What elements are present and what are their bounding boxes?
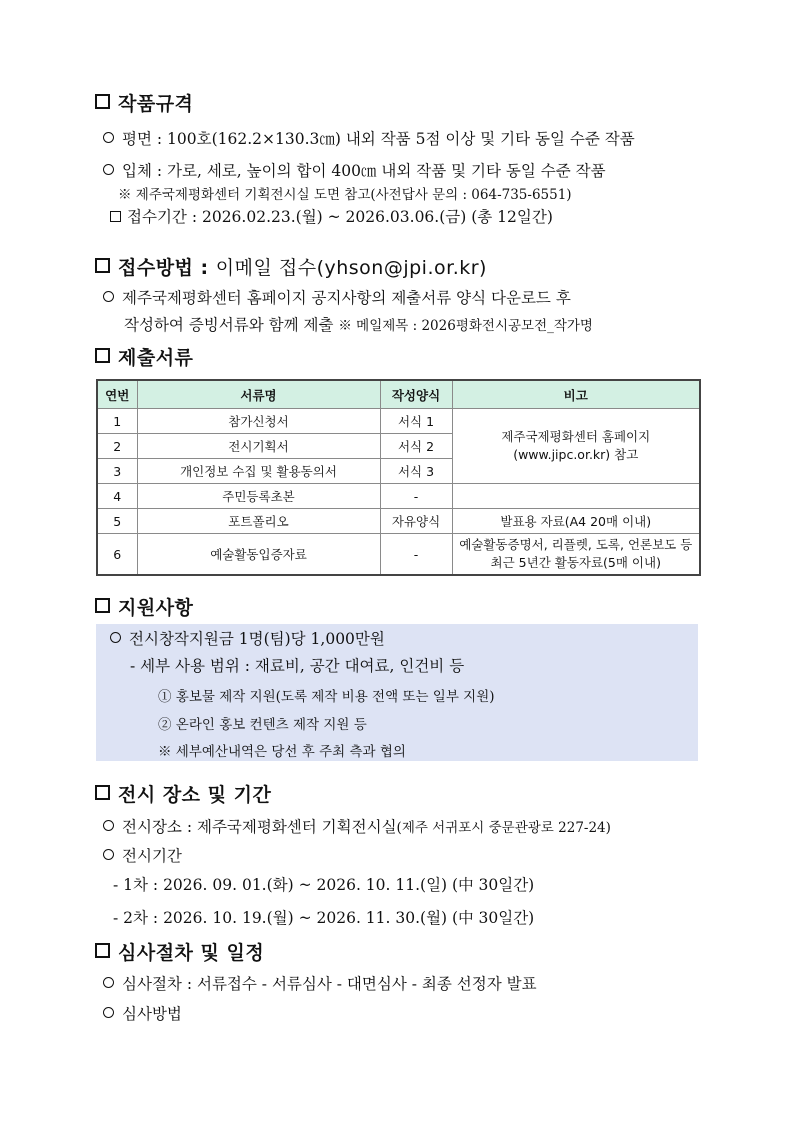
section-heading-spec: 작품규격	[95, 89, 193, 116]
table-row	[97, 509, 700, 534]
exhibition-place-detail: (제주 서귀포시 중문관광로 227-24)	[396, 820, 611, 836]
circle-bullet-icon	[103, 849, 114, 860]
method-mail-subject-note: ※ 메일제목 : 2026평화전시공모전_작가명	[338, 318, 593, 334]
row-no: 2	[97, 434, 137, 459]
column-header-form: 작성양식	[380, 380, 452, 409]
support-sub-1: ① 홍보물 제작 지원(도록 제작 비용 전액 또는 일부 지원)	[158, 689, 495, 705]
support-note: ※ 세부예산내역은 당선 후 주최 측과 협의	[158, 744, 406, 760]
row-no: 4	[97, 484, 137, 509]
review-procedure: 심사절차 : 서류접수 - 서류심사 - 대면심사 - 최종 선정자 발표	[103, 972, 537, 994]
circle-bullet-icon	[103, 164, 114, 175]
row-no: 3	[97, 459, 137, 484]
column-header-name: 서류명	[137, 380, 380, 409]
table-row	[97, 534, 700, 576]
review-method: 심사방법	[103, 1002, 182, 1024]
table-row	[97, 409, 700, 434]
section-heading-support: 지원사항	[95, 593, 193, 620]
row-note-merged: 제주국제평화센터 홈페이지 (www.jipc.or.kr) 참고	[452, 409, 700, 484]
checkbox-square-icon	[95, 785, 110, 800]
section-heading-review: 심사절차 및 일정	[95, 938, 264, 965]
spec-item-flat: 평면 : 100호(162.2×130.3㎝) 내외 작품 5점 이상 및 기타 동일 수준 작품	[103, 127, 635, 149]
circle-bullet-icon	[110, 632, 121, 643]
method-item-line1: 제주국제평화센터 홈페이지 공지사항의 제출서류 양식 다운로드 후	[103, 286, 571, 308]
row-no: 6	[97, 534, 137, 576]
circle-bullet-icon	[103, 132, 114, 143]
spec-item-solid: 입체 : 가로, 세로, 높이의 합이 400㎝ 내외 작품 및 기타 동일 수준 작품	[103, 159, 606, 181]
spec-note: ※ 제주국제평화센터 기획전시실 도면 참고(사전답사 문의 : 064-735-6551)	[118, 187, 572, 203]
row-note: 발표용 자료(A4 20매 이내)	[452, 509, 700, 534]
row-no: 5	[97, 509, 137, 534]
support-scope: - 세부 사용 범위 : 재료비, 공간 대여료, 인건비 등	[130, 657, 465, 675]
section-heading-exhibition: 전시 장소 및 기간	[95, 780, 271, 807]
row-note: 예술활동증명서, 리플렛, 도록, 언론보도 등 최근 5년간 활동자료(5매 이내)	[452, 534, 700, 576]
checkbox-square-icon	[95, 258, 110, 273]
row-form: 서식 1	[380, 409, 452, 434]
support-main: 전시창작지원금 1명(팀)당 1,000만원	[110, 627, 385, 649]
square-bullet-icon	[110, 211, 121, 222]
column-header-no: 연번	[97, 380, 137, 409]
row-form: -	[380, 534, 452, 576]
documents-table	[96, 379, 701, 576]
circle-bullet-icon	[103, 291, 114, 302]
row-form: 서식 3	[380, 459, 452, 484]
row-form: 자유양식	[380, 509, 452, 534]
row-name: 주민등록초본	[137, 484, 380, 509]
exhibition-period-first: - 1차 : 2026. 09. 01.(화) ~ 2026. 10. 11.(일) (中 30일간)	[113, 876, 535, 894]
exhibition-period-second: - 2차 : 2026. 10. 19.(월) ~ 2026. 11. 30.(월) (中 30일간)	[113, 909, 535, 927]
row-form: 서식 2	[380, 434, 452, 459]
exhibition-place: 전시장소 : 제주국제평화센터 기획전시실(제주 서귀포시 중문관광로 227-24)	[103, 815, 611, 837]
checkbox-square-icon	[95, 348, 110, 363]
method-item-line2: 작성하여 증빙서류와 함께 제출 ※ 메일제목 : 2026평화전시공모전_작가명	[124, 316, 593, 334]
checkbox-square-icon	[95, 943, 110, 958]
method-email: 이메일 접수(yhson@jpi.or.kr)	[215, 257, 487, 279]
circle-bullet-icon	[103, 977, 114, 988]
row-note	[452, 484, 700, 509]
row-name: 전시기획서	[137, 434, 380, 459]
row-form: -	[380, 484, 452, 509]
row-name: 개인정보 수집 및 활용동의서	[137, 459, 380, 484]
section-heading-method: 접수방법 : 이메일 접수(yhson@jpi.or.kr)	[95, 253, 487, 280]
spec-period: 접수기간 : 2026.02.23.(월) ~ 2026.03.06.(금) (총 12일간)	[110, 205, 553, 227]
row-name: 예술활동입증자료	[137, 534, 380, 576]
checkbox-square-icon	[95, 94, 110, 109]
checkbox-square-icon	[95, 598, 110, 613]
row-name: 참가신청서	[137, 409, 380, 434]
circle-bullet-icon	[103, 1007, 114, 1018]
row-no: 1	[97, 409, 137, 434]
support-sub-2: ② 온라인 홍보 컨텐츠 제작 지원 등	[158, 717, 367, 733]
section-heading-documents: 제출서류	[95, 343, 193, 370]
column-header-note: 비고	[452, 380, 700, 409]
row-name: 포트폴리오	[137, 509, 380, 534]
table-row	[97, 484, 700, 509]
exhibition-period-label: 전시기간	[103, 844, 182, 866]
table-header-row	[97, 380, 700, 409]
circle-bullet-icon	[103, 820, 114, 831]
